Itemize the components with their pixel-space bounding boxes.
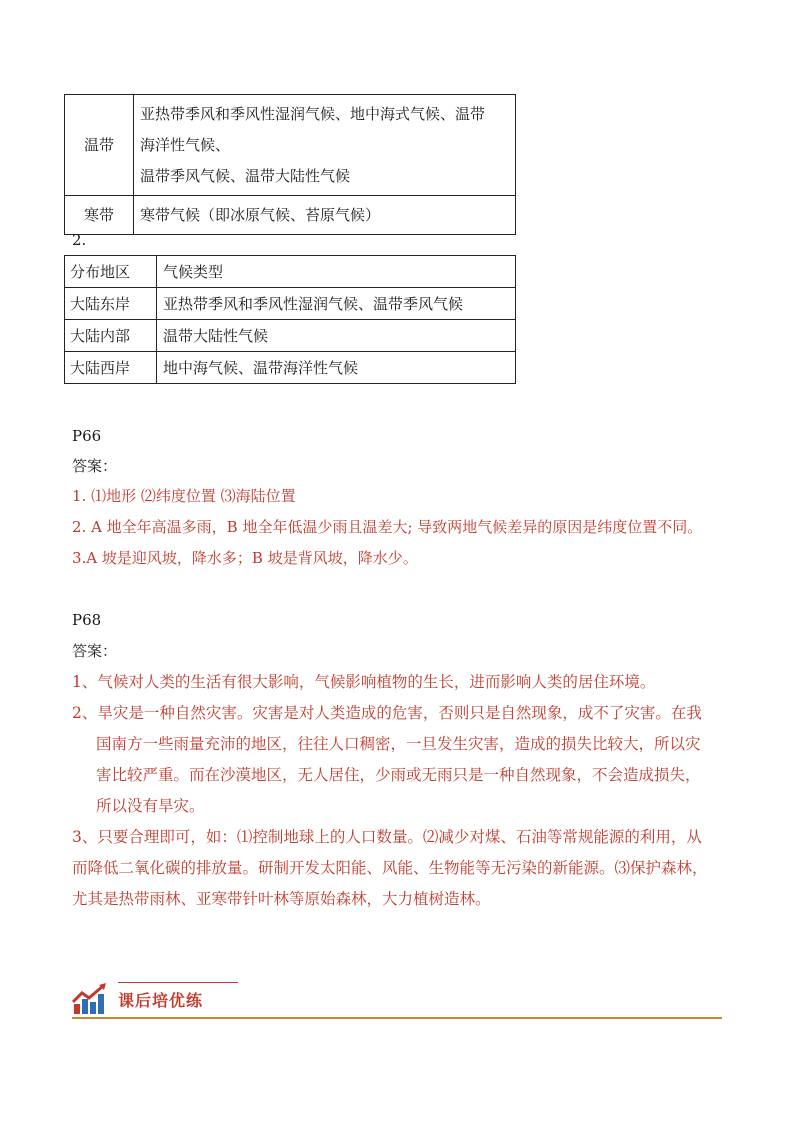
p66-answer-1: 1. ⑴地形 ⑵纬度位置 ⑶海陆位置 bbox=[72, 487, 296, 505]
climate-cell: 温带大陆性气候 bbox=[157, 320, 516, 352]
climate-line: 海洋性气候、 bbox=[140, 136, 231, 154]
p68-answer-1 bbox=[72, 667, 655, 698]
answer-line: 害比较严重。而在沙漠地区，无人居住，少雨或无雨只是一种自然现象，不会造成损失， bbox=[96, 766, 701, 784]
table-row bbox=[65, 196, 516, 235]
table-row bbox=[65, 320, 516, 352]
answer-line: 1、气候对人类的生活有很大影响，气候影响植物的生长，进而影响人类的居住环境。 bbox=[72, 673, 656, 691]
distribution-table bbox=[64, 255, 516, 384]
p68-answer-2 bbox=[72, 698, 702, 822]
section-title: 课后培优练 bbox=[118, 991, 204, 1010]
area-cell: 大陆西岸 bbox=[65, 352, 157, 384]
answer-label: 答案： bbox=[72, 457, 118, 475]
p66-answer-3: 3.A 坡是迎风坡，降水多；B 坡是背风坡，降水少。 bbox=[72, 549, 418, 567]
climate-cell: 亚热带季风和季风性湿润气候、温带季风气候 bbox=[157, 288, 516, 320]
climate-cell: 地中海气候、温带海洋性气候 bbox=[157, 352, 516, 384]
item-2-label: 2. bbox=[72, 231, 87, 249]
page-ref-p66: P66 bbox=[72, 427, 102, 445]
zone-cell: 温带 bbox=[65, 95, 134, 196]
climate-line: 寒带气候（即冰原气候、苔原气候） bbox=[140, 206, 381, 224]
climate-cell bbox=[134, 95, 516, 196]
zone-cell: 寒带 bbox=[65, 196, 134, 235]
table-row bbox=[65, 288, 516, 320]
table-header-row bbox=[65, 256, 516, 288]
climate-zone-table bbox=[64, 94, 516, 235]
area-cell: 大陆东岸 bbox=[65, 288, 157, 320]
answer-line: 而降低二氧化碳的排放量。研制开发太阳能、风能、生物能等无污染的新能源。⑶保护森林， bbox=[72, 859, 708, 877]
answer-line: 2、旱灾是一种自然灾害。灾害是对人类造成的危害，否则只是自然现象，成不了灾害。在我 bbox=[72, 704, 702, 722]
section-header bbox=[72, 980, 722, 1020]
header-area: 分布地区 bbox=[65, 256, 157, 288]
header-top-line bbox=[118, 982, 238, 983]
answer-line: 3、只要合理即可，如：⑴控制地球上的人口数量。⑵减少对煤、石油等常规能源的利用，从 bbox=[72, 828, 702, 846]
p68-answer-3 bbox=[72, 822, 708, 915]
answer-line: 尤其是热带雨林、亚寒带针叶林等原始森林，大力植树造林。 bbox=[72, 890, 491, 908]
area-cell: 大陆内部 bbox=[65, 320, 157, 352]
climate-line: 亚热带季风和季风性湿润气候、地中海式气候、温带 bbox=[140, 105, 486, 123]
answer-line: 国南方一些雨量充沛的地区，往往人口稠密，一旦发生灾害，造成的损失比较大，所以灾 bbox=[96, 735, 701, 753]
climate-line: 温带季风气候、温带大陆性气候 bbox=[140, 167, 351, 185]
table-row bbox=[65, 352, 516, 384]
p66-answer-2: 2. A 地全年高温多雨，B 地全年低温少雨且温差大; 导致两地气候差异的原因是纬度位置不同。 bbox=[72, 518, 703, 536]
climate-cell bbox=[134, 196, 516, 235]
section-rule bbox=[72, 1017, 722, 1019]
table-row bbox=[65, 95, 516, 196]
header-climate: 气候类型 bbox=[157, 256, 516, 288]
answer-label: 答案： bbox=[72, 642, 118, 660]
page-ref-p68: P68 bbox=[72, 611, 102, 629]
rising-chart-icon bbox=[72, 982, 108, 1016]
answer-line: 所以没有旱灾。 bbox=[96, 797, 205, 815]
